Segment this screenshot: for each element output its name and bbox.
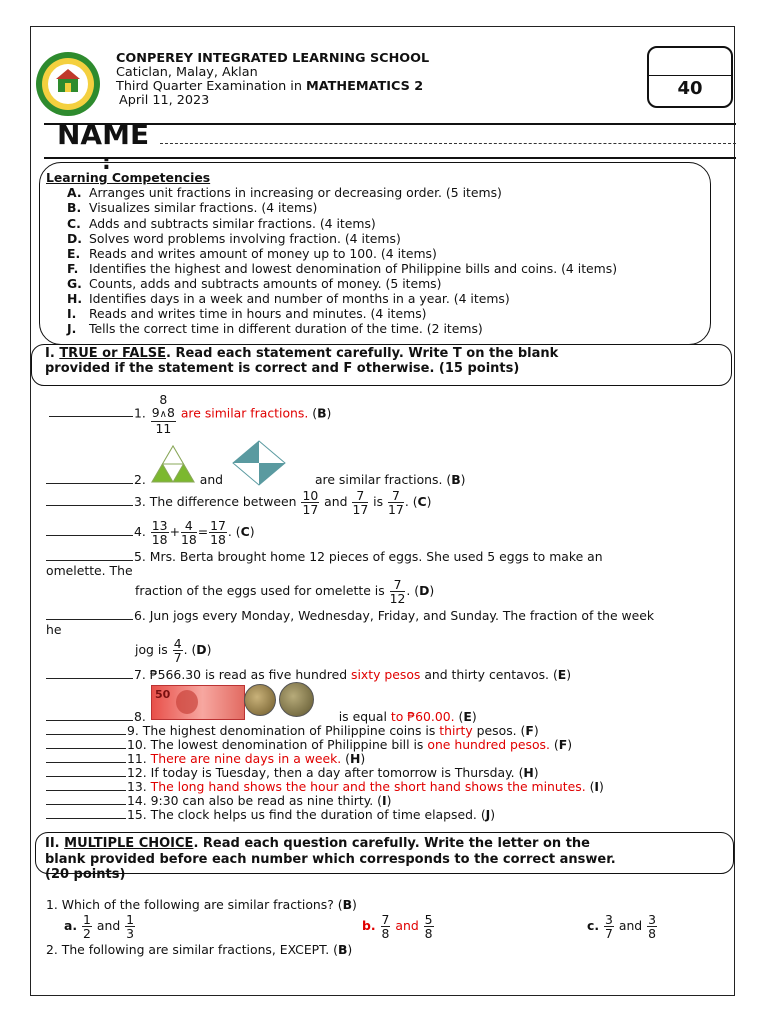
score-box xyxy=(647,46,733,108)
part2-instruction-line2: blank provided before each number which corresponds to the correct answer. xyxy=(45,852,616,867)
answer-blank[interactable] xyxy=(46,710,133,721)
p1-question-15: 15. The clock helps us find the duration of time elapsed. (J) xyxy=(46,807,495,822)
exam-subject: MATHEMATICS 2 xyxy=(306,79,424,94)
answer-blank[interactable] xyxy=(46,808,126,819)
answer-blank[interactable] xyxy=(46,550,133,561)
name-label: NAME xyxy=(57,118,150,151)
p1-question-8: 8. is equal to ₱60.00. (E) xyxy=(46,709,477,724)
p1-question-9: 9. The highest denomination of Philippine coins is thirty pesos. (F) xyxy=(46,723,539,738)
fifty-peso-bill: 50 xyxy=(151,685,245,720)
score-total: 40 xyxy=(677,78,703,99)
competency-a: A. Arranges unit fractions in increasing or decreasing order. (5 items) xyxy=(67,185,502,200)
p1-question-12: 12. If today is Tuesday, then a day after tomorrow is Thursday. (H) xyxy=(46,765,539,780)
part2-instruction-line1: II. MULTIPLE CHOICE. Read each question carefully. Write the letter on the xyxy=(45,836,590,851)
p2-q1-choice-b[interactable]: b. $\frac{7}{8}$ and $\frac{5}{8}$ xyxy=(362,912,433,942)
answer-blank[interactable] xyxy=(46,724,126,735)
p2-question-2: 2. The following are similar fractions, EXCEPT. (B) xyxy=(46,942,353,957)
school-name: CONPEREY INTEGRATED LEARNING SCHOOL xyxy=(116,51,430,66)
p2-q1-choice-c[interactable]: c. $\frac{3}{7}$ and $\frac{3}{8}$ xyxy=(587,912,657,942)
competency-e: E. Reads and writes amount of money up to 100. (4 items) xyxy=(67,246,437,261)
answer-blank[interactable] xyxy=(46,794,126,805)
answer-blank[interactable] xyxy=(46,525,133,536)
diamond-figure xyxy=(232,440,286,486)
p1-question-13: 13. The long hand shows the hour and the short hand shows the minutes. (I) xyxy=(46,779,604,794)
answer-blank[interactable] xyxy=(46,766,126,777)
part2-instruction-line3: (20 points) xyxy=(45,867,126,882)
p1-question-14: 14. 9:30 can also be read as nine thirty. (I) xyxy=(46,793,391,808)
p1-question-6-cont: he xyxy=(46,622,62,637)
part1-title: TRUE or FALSE xyxy=(59,346,166,361)
p1-question-5: 5. Mrs. Berta brought home 12 pieces of eggs. She used 5 eggs to make an xyxy=(46,549,603,564)
school-address: Caticlan, Malay, Aklan xyxy=(116,65,258,80)
competency-b: B. Visualizes similar fractions. (4 items) xyxy=(67,200,318,215)
p1-question-4: 4. $\frac{13}{18}$ + $\frac{4}{18}$ = $\frac{17}{18}$ . (C) xyxy=(46,519,255,546)
q1-compound-fraction: 8 9∧8 11 xyxy=(151,392,175,436)
answer-blank[interactable] xyxy=(46,609,133,620)
p1-question-6: 6. Jun jogs every Monday, Wednesday, Friday, and Sunday. The fraction of the week xyxy=(46,608,654,623)
answer-blank[interactable] xyxy=(46,752,126,763)
answer-blank[interactable] xyxy=(49,406,133,417)
school-logo xyxy=(34,50,102,118)
part1-instruction-line2: provided if the statement is correct and F otherwise. (15 points) xyxy=(45,361,520,376)
answer-blank[interactable] xyxy=(46,738,126,749)
p1-question-3: 3. The difference between $\frac{10}{17}$ and $\frac{7}{17}$ is $\frac{7}{17}$ . (C) xyxy=(46,489,431,516)
p1-question-5-cont2: fraction of the eggs used for omelette is $\frac{7}{12}$ . (D) xyxy=(135,577,435,607)
part2-title: MULTIPLE CHOICE xyxy=(64,836,194,851)
answer-blank[interactable] xyxy=(46,668,133,679)
name-bottom-rule xyxy=(44,157,736,159)
name-colon: : xyxy=(102,150,111,175)
part1-instruction-line1: I. TRUE or FALSE. Read each statement carefully. Write T on the blank xyxy=(45,346,559,361)
triangle-figure xyxy=(150,444,196,484)
competency-f: F. Identifies the highest and lowest denomination of Philippine bills and coins. (4 items) xyxy=(67,261,618,276)
competency-h: H. Identifies days in a week and number of months in a year. (4 items) xyxy=(67,291,510,306)
p1-question-7: 7. ₱566.30 is read as five hundred sixty pesos and thirty centavos. (E) xyxy=(46,667,571,682)
exam-prefix: Third Quarter Examination in xyxy=(116,79,302,94)
competency-i: I. Reads and writes time in hours and minutes. (4 items) xyxy=(67,306,427,321)
p2-question-1: 1. Which of the following are similar fractions? (B) xyxy=(46,897,357,912)
answer-blank[interactable] xyxy=(46,780,126,791)
exam-date: April 11, 2023 xyxy=(119,93,210,108)
p1-question-2: 2. and are similar fractions. (B) xyxy=(46,472,465,487)
p1-question-11: 11. There are nine days in a week. (H) xyxy=(46,751,365,766)
competency-j: J. Tells the correct time in different duration of the time. (2 items) xyxy=(67,321,483,336)
competency-c: C. Adds and subtracts similar fractions. (4 items) xyxy=(67,216,376,231)
p1-question-5-cont: omelette. The xyxy=(46,563,133,578)
p1-question-10: 10. The lowest denomination of Philippine bill is one hundred pesos. (F) xyxy=(46,737,572,752)
p1-question-1: 1. 8 9∧8 11 are similar fractions. (B) xyxy=(49,393,331,435)
p1-question-6-cont2: jog is $\frac{4}{7}$ . (D) xyxy=(135,636,212,666)
p2-q1-choice-a[interactable]: a. $\frac{1}{2}$ and $\frac{1}{3}$ xyxy=(64,912,135,942)
competencies-title: Learning Competencies xyxy=(46,170,211,185)
name-blank-line[interactable] xyxy=(160,143,736,144)
answer-blank[interactable] xyxy=(46,473,133,484)
answer-blank[interactable] xyxy=(46,495,133,506)
competency-g: G. Counts, adds and subtracts amounts of money. (5 items) xyxy=(67,276,442,291)
competency-d: D. Solves word problems involving fraction. (4 items) xyxy=(67,231,401,246)
